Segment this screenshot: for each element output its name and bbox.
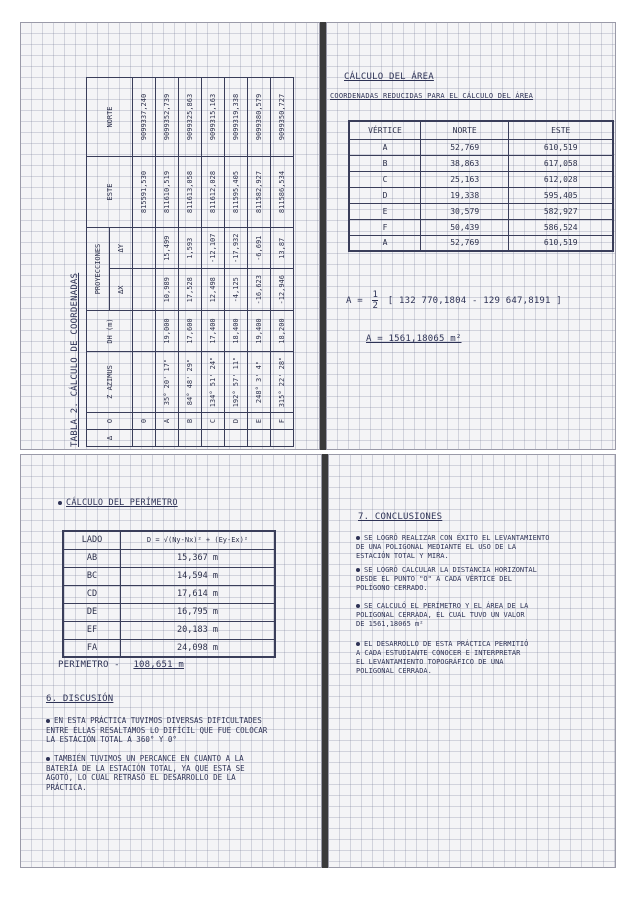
table-row (63, 603, 275, 621)
conclusion-item: SE LOGRÓ CALCULAR LA DISTANCIA HORIZONTAL DESDE EL PUNTO "O" A CADA VÉRTICE DEL POLÍGONO CERRADO. (356, 566, 537, 592)
table-cell: 134° 51' 24" (202, 352, 225, 413)
table-cell: 586,524 (509, 219, 613, 235)
table-row (349, 139, 613, 155)
table-cell: 9099380,579 (248, 78, 271, 157)
table-row (202, 78, 225, 447)
table-row (349, 203, 613, 219)
notebook-spine (320, 22, 326, 450)
table-cell: 19,338 (421, 187, 509, 203)
table-cell: 9099325,863 (179, 78, 202, 157)
table-cell: A (156, 413, 179, 430)
table-row (349, 187, 613, 203)
table-cell (133, 352, 156, 413)
reduced-coordinates-table (348, 120, 614, 252)
table-cell: 19,000 (156, 311, 179, 352)
col-dx: ΔX (110, 269, 133, 311)
conclusion-item: SE LOGRÓ REALIZAR CON ÉXITO EL LEVANTAMIENTO DE UNA POLIGONAL MEDIANTE EL USO DE LA ESTACIÓN TOTAL Y MIRA. (356, 534, 550, 560)
table-cell: C (349, 171, 421, 187)
table-cell: 9099350,727 (271, 78, 294, 157)
table-cell: DE (63, 603, 121, 621)
table-cell: 84° 48' 29" (179, 352, 202, 413)
table-cell: D (349, 187, 421, 203)
bullet-icon (46, 757, 50, 761)
table-cell: 0 (133, 413, 156, 430)
table-cell (133, 311, 156, 352)
col-este: ESTE (509, 121, 613, 139)
table-cell: FA (63, 639, 121, 657)
table-cell: CD (63, 585, 121, 603)
table-row (349, 219, 613, 235)
table-cell (202, 430, 225, 447)
table-cell: 52,769 (421, 139, 509, 155)
table-row (63, 585, 275, 603)
coordinates-table (86, 77, 294, 447)
table-cell: 315° 22' 28" (271, 352, 294, 413)
table-row (63, 567, 275, 585)
coordinates-table-rotated (70, 77, 310, 447)
table-cell: B (179, 413, 202, 430)
table-cell: -12,107 (202, 228, 225, 270)
table-cell: 52,769 (421, 235, 509, 251)
table-cell: 24,098 m (121, 639, 276, 657)
page-perimeter (20, 454, 322, 868)
table-cell: 617,058 (509, 155, 613, 171)
table-cell: 18,400 (225, 311, 248, 352)
coordinates-table-title: TABLA 2. CÁLCULO DE COORDENADAS (70, 272, 80, 447)
table-row (133, 78, 156, 447)
table-cell: A (349, 235, 421, 251)
table-cell: E (248, 413, 271, 430)
col-dy: ΔY (110, 228, 133, 270)
table-cell: B (349, 155, 421, 171)
perimeter-table (62, 530, 276, 658)
col-projections: PROYECCIONES (87, 228, 110, 311)
table-cell: 10,989 (156, 269, 179, 311)
discussion-item: EN ESTA PRÁCTICA TUVIMOS DIVERSAS DIFICULTADES ENTRE ELLAS RESALTAMOS LO DIFÍCIL QUE FUE COLOCAR LA ESTACIÓN TOTAL A 360° Y 0° (46, 716, 268, 744)
table-cell: 582,927 (509, 203, 613, 219)
table-cell (133, 269, 156, 311)
table-cell: 38,863 (421, 155, 509, 171)
col-lado: LADO (63, 531, 121, 549)
table-cell: 15,499 (156, 228, 179, 270)
table-cell: 13,87 (271, 228, 294, 270)
discussion-item: TAMBIÉN TUVIMOS UN PERCANCE EN CUANTO A LA BATERÍA DE LA ESTACIÓN TOTAL, YA QUE ESTA SE AGOTÓ, LO CUAL RETRASÓ EL DESARROLLO DE LA PRÁCTICA. (46, 754, 245, 792)
table-cell: -12,946 (271, 269, 294, 311)
table-row (248, 78, 271, 447)
col-distance-formula: D = √(Ny-Nx)² + (Ey-Ex)² (121, 531, 276, 549)
table-cell: -17,932 (225, 228, 248, 270)
table-cell: 9099352,739 (156, 78, 179, 157)
table-cell: 14,594 m (121, 567, 276, 585)
conclusions-title: 7. CONCLUSIONES (358, 512, 443, 522)
table-cell: 17,600 (179, 311, 202, 352)
table-row (349, 235, 613, 251)
table-row (225, 78, 248, 447)
col-delta: Δ (87, 430, 133, 447)
table-cell: 16,795 m (121, 603, 276, 621)
table-cell: 19,400 (248, 311, 271, 352)
table-cell: 9099315,163 (202, 78, 225, 157)
table-cell (271, 430, 294, 447)
table-row (63, 621, 275, 639)
table-cell (133, 228, 156, 270)
table-cell: 17,400 (202, 311, 225, 352)
table-cell: BC (63, 567, 121, 585)
table-cell: EF (63, 621, 121, 639)
table-cell: 35° 20' 17" (156, 352, 179, 413)
table-cell: 192° 57' 11" (225, 352, 248, 413)
table-cell: 20,183 m (121, 621, 276, 639)
table-cell: 12,498 (202, 269, 225, 311)
table-cell: 9099319,338 (225, 78, 248, 157)
table-cell: AB (63, 549, 121, 567)
table-cell (248, 430, 271, 447)
area-result: A = 1561,18065 m² (366, 334, 462, 344)
conclusion-item: EL DESARROLLO DE ESTA PRÁCTICA PERMITIÓ A CADA ESTUDIANTE CONOCER E INTERPRETAR EL LEVANTAMIENTO TOPOGRÁFICO DE UNA POLIGONAL CERRADA. (356, 640, 529, 675)
discussion-title: 6. DISCUSIÓN (46, 694, 114, 704)
area-title: CÁLCULO DEL ÁREA (344, 72, 434, 82)
table-cell: 610,519 (509, 139, 613, 155)
table-cell: 17,614 m (121, 585, 276, 603)
col-norte: NORTE (87, 78, 133, 157)
table-cell (225, 430, 248, 447)
table-row (271, 78, 294, 447)
table-cell: -4,125 (225, 269, 248, 311)
table-cell: 18,200 (271, 311, 294, 352)
table-row (63, 639, 275, 657)
table-cell: C (202, 413, 225, 430)
table-row (349, 171, 613, 187)
table-cell: 811595,405 (225, 157, 248, 228)
perimeter-title: CÁLCULO DEL PERÍMETRO (58, 498, 178, 508)
table-cell: E (349, 203, 421, 219)
table-cell: 50,439 (421, 219, 509, 235)
table-cell: A (349, 139, 421, 155)
col-este: ESTE (87, 157, 133, 228)
table-cell (133, 430, 156, 447)
table-row (179, 78, 202, 447)
perimeter-total: PERIMETRO - 108,651 m (58, 660, 185, 670)
table-cell: 815591,530 (133, 157, 156, 228)
table-cell: D (225, 413, 248, 430)
table-cell: 9099337,240 (133, 78, 156, 157)
col-azimuth: Z AZIMUS (87, 352, 133, 413)
table-row (63, 549, 275, 567)
table-cell: 811612,028 (202, 157, 225, 228)
page-conclusions (328, 454, 616, 868)
col-vertice: VÉRTICE (349, 121, 421, 139)
table-cell: 811582,927 (248, 157, 271, 228)
table-cell: 248° 3' 4" (248, 352, 271, 413)
bullet-icon (356, 642, 360, 646)
col-dh: DH (m) (87, 311, 133, 352)
table-cell: F (271, 413, 294, 430)
table-row (349, 155, 613, 171)
conclusion-item: SE CALCULÓ EL PERÍMETRO Y EL ÁREA DE LA POLIGONAL CERRADA, EL CUAL TUVO UN VALOR DE 1561,18065 m² (356, 602, 529, 628)
table-cell: 595,405 (509, 187, 613, 203)
table-cell (179, 430, 202, 447)
area-subtitle: COORDENADAS REDUCIDAS PARA EL CÁLCULO DEL ÁREA (330, 92, 534, 100)
page-coordinates-table (20, 22, 320, 450)
table-cell: 811586,534 (271, 157, 294, 228)
area-formula: A = $\frac{1}{2}$ [ 132 770,1804 - 129 647,8191 ] (346, 290, 562, 311)
page-area (326, 22, 616, 450)
col-o: O (87, 413, 133, 430)
table-cell: 15,367 m (121, 549, 276, 567)
table-cell: -16,623 (248, 269, 271, 311)
bullet-icon (356, 568, 360, 572)
table-cell: -6,691 (248, 228, 271, 270)
bullet-icon (356, 536, 360, 540)
bullet-icon (46, 719, 50, 723)
table-cell (156, 430, 179, 447)
col-norte: NORTE (421, 121, 509, 139)
bullet-icon (58, 501, 62, 505)
table-cell: 811610,519 (156, 157, 179, 228)
table-cell: 811613,058 (179, 157, 202, 228)
table-cell: 30,579 (421, 203, 509, 219)
bullet-icon (356, 604, 360, 608)
table-row (156, 78, 179, 447)
table-cell: 610,519 (509, 235, 613, 251)
table-cell: 612,028 (509, 171, 613, 187)
table-cell: 25,163 (421, 171, 509, 187)
table-cell: 17,528 (179, 269, 202, 311)
table-cell: F (349, 219, 421, 235)
table-cell: 1,593 (179, 228, 202, 270)
